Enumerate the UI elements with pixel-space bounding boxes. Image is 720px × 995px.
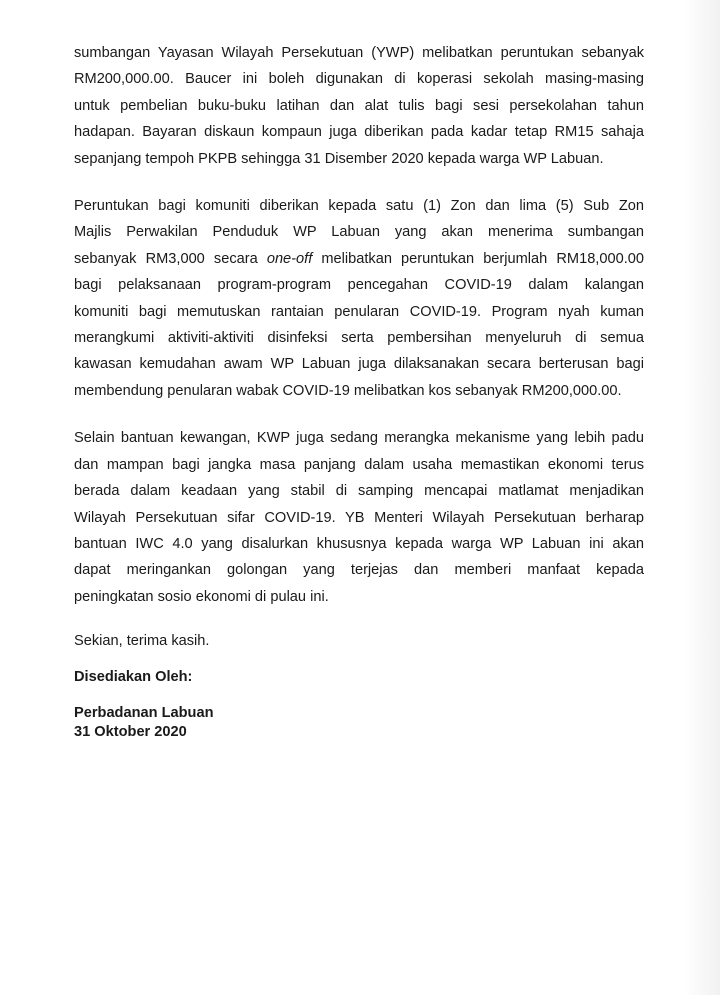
paragraph-1 (74, 40, 644, 172)
paragraph-line: membendung penularan wabak COVID-19 melibatkan kos sebanyak RM200,000.00. (74, 382, 622, 399)
italic-term: one-off (266, 250, 313, 267)
prepared-by-label: Disediakan Oleh: (74, 669, 193, 686)
paragraph-line: Selain bantuan kewangan, KWP juga sedang merangka mekanisme yang lebih padu (74, 430, 644, 447)
paragraph-line: komuniti bagi memutuskan rantaian penularan COVID-19. Program nyah kuman (74, 303, 644, 320)
line-segment: melibatkan peruntukan berjumlah RM18,000.00 (312, 250, 645, 267)
paragraph-line: sumbangan Yayasan Wilayah Persekutuan (YWP) melibatkan peruntukan sebanyak (74, 45, 644, 61)
line-segment: sebanyak RM3,000 secara (74, 250, 267, 267)
paragraph-line: merangkumi aktiviti-aktiviti disinfeksi serta pembersihan menyeluruh di semua (74, 330, 644, 347)
paragraph-line-mixed (74, 246, 644, 272)
document-body (74, 40, 644, 742)
closing-text: Sekian, terima kasih. (74, 633, 210, 650)
paragraph-line: berada dalam keadaan yang stabil di samping mencapai matlamat menjadikan (74, 483, 644, 500)
paragraph-line: untuk pembelian buku-buku latihan dan alat tulis bagi sesi persekolahan tahun (74, 97, 644, 114)
paragraph-line: Wilayah Persekutuan sifar COVID-19. YB Menteri Wilayah Persekutuan berharap (74, 509, 644, 526)
paragraph-line: dan mampan bagi jangka masa panjang dalam usaha memastikan ekonomi terus (74, 456, 644, 473)
paragraph-line: Peruntukan bagi komuniti diberikan kepada satu (1) Zon dan lima (5) Sub Zon (74, 198, 644, 215)
paragraph-2 (74, 193, 644, 404)
paragraph-line: peningkatan sosio ekonomi di pulau ini. (74, 588, 329, 605)
paragraph-line: bantuan IWC 4.0 yang disalurkan khususnya kepada warga WP Labuan ini akan (74, 535, 644, 552)
organization-name: Perbadanan Labuan (74, 705, 214, 722)
paragraph-line: dapat meringankan golongan yang terjejas dan memberi manfaat kepada (74, 562, 644, 579)
paragraph-line: RM200,000.00. Baucer ini boleh digunakan di koperasi sekolah masing-masing (74, 71, 644, 88)
paragraph-line: sepanjang tempoh PKPB sehingga 31 Disember 2020 kepada warga WP Labuan. (74, 150, 604, 167)
paragraph-line: hadapan. Bayaran diskaun kompaun juga diberikan pada kadar tetap RM15 sahaja (74, 124, 644, 141)
paragraph-line: kawasan kemudahan awam WP Labuan juga dilaksanakan secara berterusan bagi (74, 356, 644, 373)
paragraph-3 (74, 425, 644, 610)
paragraph-line: bagi pelaksanaan program-program pencegahan COVID-19 dalam kalangan (74, 277, 644, 294)
document-date: 31 Oktober 2020 (74, 724, 187, 741)
paragraph-line: Majlis Perwakilan Penduduk WP Labuan yang akan menerima sumbangan (74, 224, 644, 241)
